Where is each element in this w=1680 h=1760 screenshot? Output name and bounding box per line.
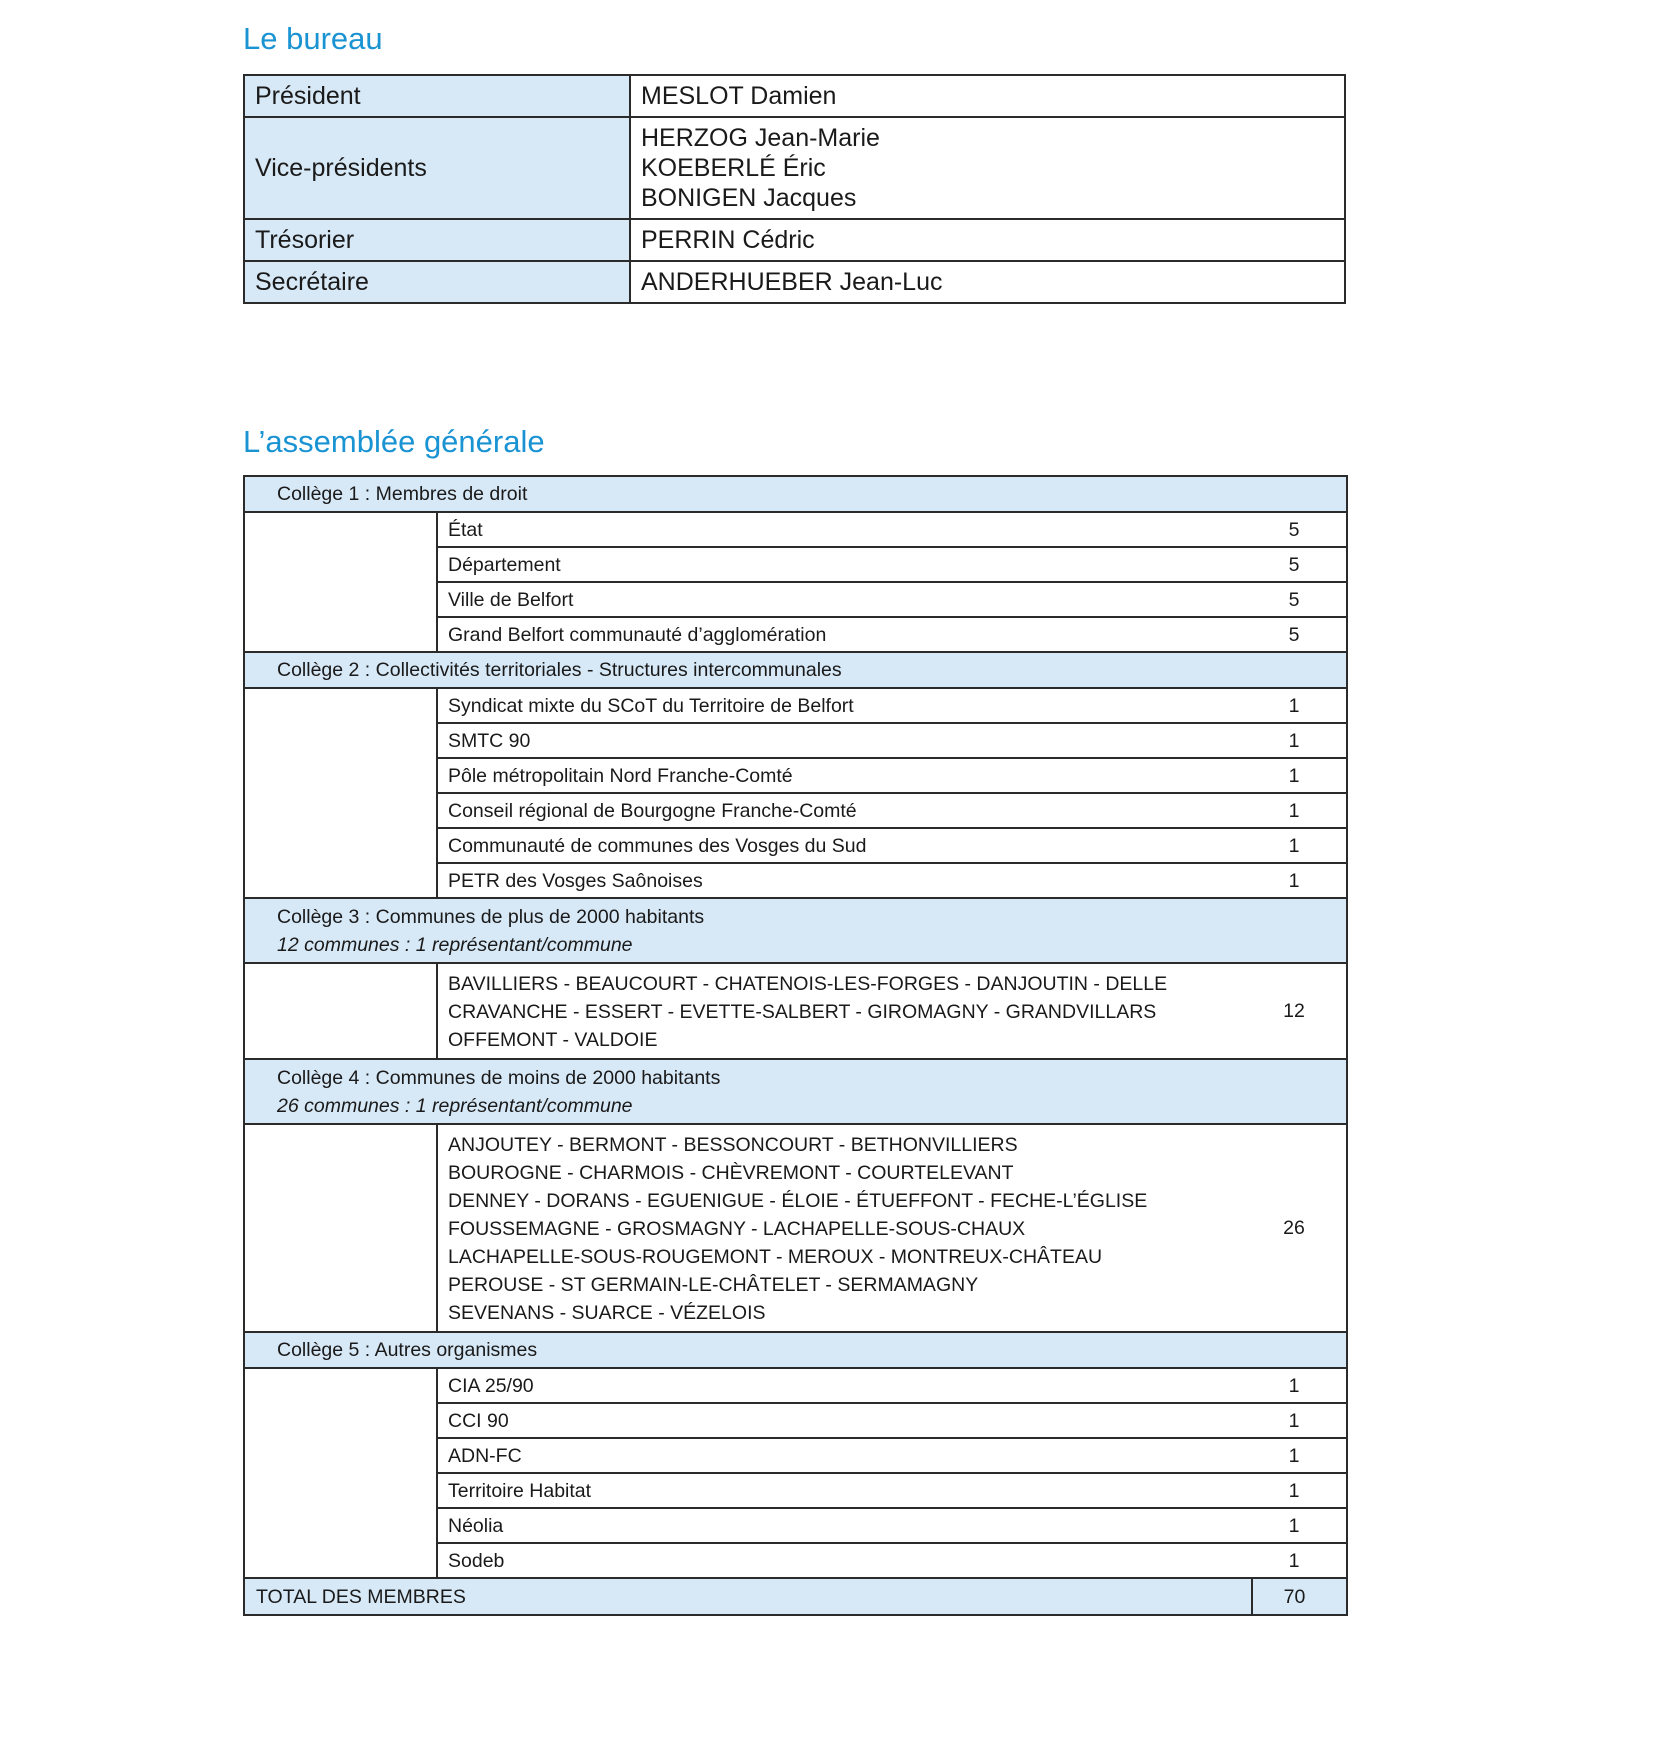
total-value: 70 xyxy=(1252,1578,1347,1615)
person-name: MESLOT Damien xyxy=(641,82,837,110)
member-name: CIA 25/90 xyxy=(437,1368,1252,1403)
communes-line: LACHAPELLE-SOUS-ROUGEMONT - MEROUX - MONTREUX-CHÂTEAU xyxy=(448,1246,1103,1268)
member-count: 1 xyxy=(1252,1473,1347,1508)
table-row xyxy=(244,963,1347,1059)
communes-list xyxy=(437,1124,1252,1332)
college-label: Collège 2 : Collectivités territoriales - Structures intercommunales xyxy=(244,652,1347,688)
person-name: PERRIN Cédric xyxy=(641,226,815,254)
communes-line: OFFEMONT - VALDOIE xyxy=(448,1029,658,1051)
role-secretaire: Secrétaire xyxy=(244,261,630,303)
communes-line: BOUROGNE - CHARMOIS - CHÈVREMONT - COURTELEVANT xyxy=(448,1162,1014,1184)
member-count: 5 xyxy=(1252,582,1347,617)
member-count: 1 xyxy=(1252,1438,1347,1473)
college-header xyxy=(244,476,1347,512)
member-name: Département xyxy=(437,547,1252,582)
college-label: Collège 5 : Autres organismes xyxy=(244,1332,1347,1368)
bureau-title: Le bureau xyxy=(243,21,383,56)
member-name: Communauté de communes des Vosges du Sud xyxy=(437,828,1252,863)
member-count: 1 xyxy=(1252,793,1347,828)
assemblee-title: L’assemblée générale xyxy=(243,424,545,459)
college-header xyxy=(244,1332,1347,1368)
member-count: 1 xyxy=(1252,758,1347,793)
member-name: CCI 90 xyxy=(437,1403,1252,1438)
member-count: 5 xyxy=(1252,547,1347,582)
communes-line: CRAVANCHE - ESSERT - EVETTE-SALBERT - GIROMAGNY - GRANDVILLARS xyxy=(448,1001,1157,1023)
member-name: Sodeb xyxy=(437,1543,1252,1578)
member-count: 1 xyxy=(1252,688,1347,723)
member-name: Syndicat mixte du SCoT du Territoire de Belfort xyxy=(437,688,1252,723)
role-vice-presidents: Vice-présidents xyxy=(244,117,630,219)
name-president xyxy=(630,75,1345,117)
assemblee-table xyxy=(243,475,1348,1616)
member-count: 5 xyxy=(1252,512,1347,547)
member-name: SMTC 90 xyxy=(437,723,1252,758)
member-count: 1 xyxy=(1252,1543,1347,1578)
communes-line: SEVENANS - SUARCE - VÉZELOIS xyxy=(448,1302,766,1324)
member-count: 26 xyxy=(1252,1124,1347,1332)
total-row xyxy=(244,1578,1347,1615)
member-name: Néolia xyxy=(437,1508,1252,1543)
member-count: 1 xyxy=(1252,723,1347,758)
person-name: ANDERHUEBER Jean-Luc xyxy=(641,268,943,296)
college-cell xyxy=(244,1059,1347,1124)
indent-cell xyxy=(244,1368,437,1578)
table-row xyxy=(244,512,1347,547)
member-name: État xyxy=(437,512,1252,547)
member-name: ADN-FC xyxy=(437,1438,1252,1473)
member-name: PETR des Vosges Saônoises xyxy=(437,863,1252,898)
table-row xyxy=(244,688,1347,723)
table-row xyxy=(244,117,1345,219)
table-row xyxy=(244,75,1345,117)
person-name: BONIGEN Jacques xyxy=(641,184,857,212)
table-row xyxy=(244,261,1345,303)
table-row xyxy=(244,1368,1347,1403)
member-name: Territoire Habitat xyxy=(437,1473,1252,1508)
college-label: Collège 4 : Communes de moins de 2000 habitants xyxy=(277,1066,721,1089)
table-row xyxy=(244,219,1345,261)
total-label: TOTAL DES MEMBRES xyxy=(244,1578,1252,1615)
person-name: HERZOG Jean-Marie xyxy=(641,124,880,152)
college-header xyxy=(244,898,1347,963)
member-count: 1 xyxy=(1252,1508,1347,1543)
college-label: Collège 3 : Communes de plus de 2000 habitants xyxy=(277,905,705,928)
college-note: 12 communes : 1 représentant/commune xyxy=(277,933,633,956)
communes-line: BAVILLIERS - BEAUCOURT - CHATENOIS-LES-FORGES - DANJOUTIN - DELLE xyxy=(448,973,1168,995)
communes-line: ANJOUTEY - BERMONT - BESSONCOURT - BETHONVILLIERS xyxy=(448,1134,1018,1156)
member-count: 12 xyxy=(1252,963,1347,1059)
person-name: KOEBERLÉ Éric xyxy=(641,154,826,182)
role-president: Président xyxy=(244,75,630,117)
member-name: Grand Belfort communauté d’agglomération xyxy=(437,617,1252,652)
member-count: 5 xyxy=(1252,617,1347,652)
college-header xyxy=(244,1059,1347,1124)
member-count: 1 xyxy=(1252,1403,1347,1438)
indent-cell xyxy=(244,963,437,1059)
names-vice-presidents xyxy=(630,117,1345,219)
communes-line: DENNEY - DORANS - EGUENIGUE - ÉLOIE - ÉTUEFFONT - FECHE-L’ÉGLISE xyxy=(448,1190,1148,1212)
name-secretaire xyxy=(630,261,1345,303)
communes-list xyxy=(437,963,1252,1059)
communes-line: PEROUSE - ST GERMAIN-LE-CHÂTELET - SERMAMAGNY xyxy=(448,1274,979,1296)
table-row xyxy=(244,1124,1347,1332)
college-cell xyxy=(244,898,1347,963)
indent-cell xyxy=(244,688,437,898)
college-note: 26 communes : 1 représentant/commune xyxy=(277,1094,633,1117)
indent-cell xyxy=(244,512,437,652)
member-count: 1 xyxy=(1252,828,1347,863)
member-count: 1 xyxy=(1252,863,1347,898)
member-name: Pôle métropolitain Nord Franche-Comté xyxy=(437,758,1252,793)
member-name: Conseil régional de Bourgogne Franche-Comté xyxy=(437,793,1252,828)
name-tresorier xyxy=(630,219,1345,261)
communes-line: FOUSSEMAGNE - GROSMAGNY - LACHAPELLE-SOUS-CHAUX xyxy=(448,1218,1026,1240)
role-tresorier: Trésorier xyxy=(244,219,630,261)
member-name: Ville de Belfort xyxy=(437,582,1252,617)
bureau-table xyxy=(243,74,1346,304)
indent-cell xyxy=(244,1124,437,1332)
member-count: 1 xyxy=(1252,1368,1347,1403)
college-label: Collège 1 : Membres de droit xyxy=(244,476,1347,512)
college-header xyxy=(244,652,1347,688)
